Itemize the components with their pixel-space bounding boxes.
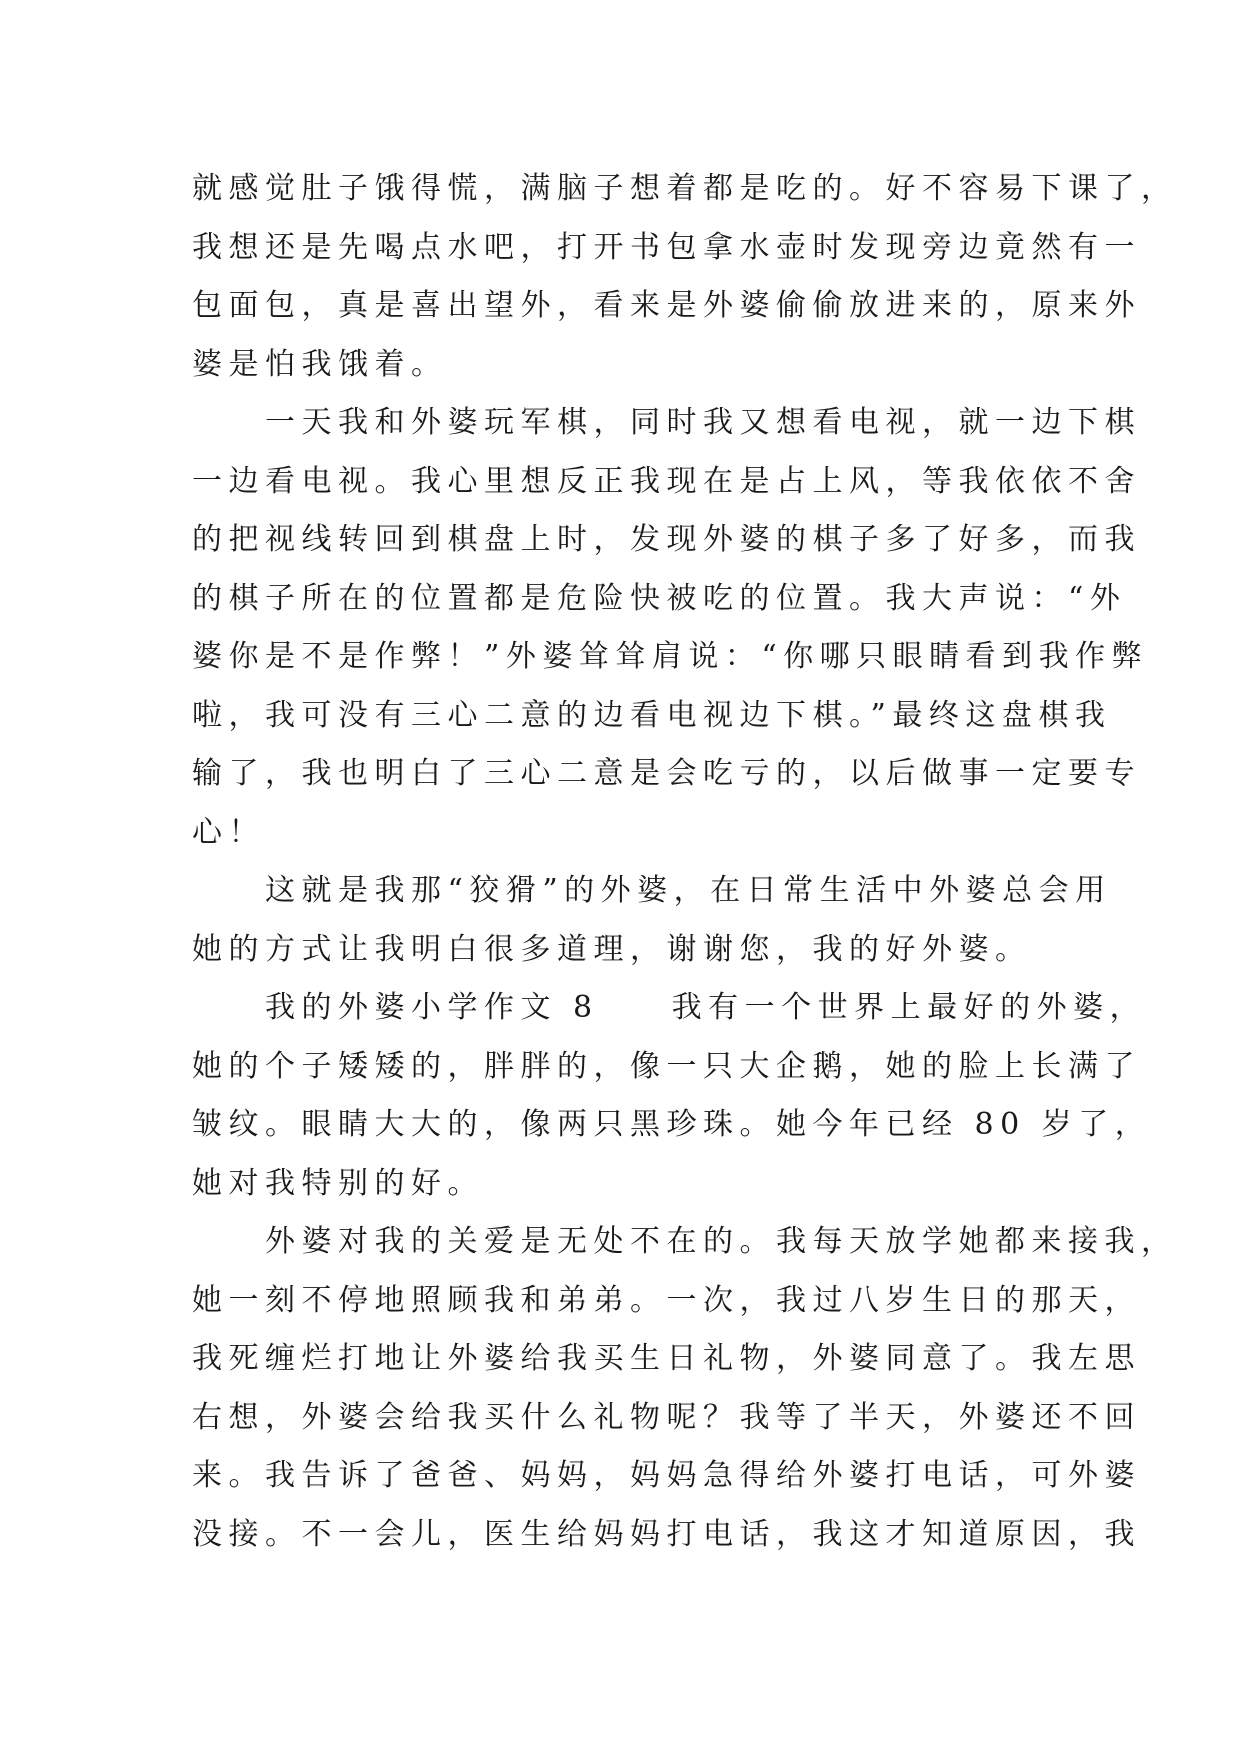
text-line: 我死缠烂打地让外婆给我买生日礼物，外婆同意了。我左思: [192, 1341, 1141, 1376]
text-line: 就感觉肚子饿得慌，满脑子想着都是吃的。好不容易下课了，: [192, 171, 1178, 206]
text-line: 没接。不一会儿，医生给妈妈打电话，我这才知道原因，我: [192, 1516, 1141, 1552]
essay-body: [192, 160, 1178, 1564]
text-line: 她一刻不停地照顾我和弟弟。一次，我过八岁生日的那天，: [192, 1282, 1141, 1318]
text-line: 我的外婆小学作文 8 我有一个世界上最好的外婆，: [192, 990, 1147, 1025]
text-line: 这就是我那“狡猾”的外婆，在日常生活中外婆总会用: [192, 873, 1112, 908]
text-line: 右想，外婆会给我买什么礼物呢？我等了半天，外婆还不回: [192, 1399, 1141, 1435]
text-line: 输了，我也明白了三心二意是会吃亏的，以后做事一定要专: [192, 756, 1141, 791]
text-line: 的把视线转回到棋盘上时，发现外婆的棋子多了好多，而我: [192, 522, 1141, 557]
text-line: 她的个子矮矮的，胖胖的，像一只大企鹅，她的脸上长满了: [192, 1048, 1141, 1084]
text-line: 我想还是先喝点水吧，打开书包拿水壶时发现旁边竟然有一: [192, 229, 1141, 265]
text-line: 一天我和外婆玩军棋，同时我又想看电视，就一边下棋: [192, 405, 1141, 440]
text-line: 来。我告诉了爸爸、妈妈，妈妈急得给外婆打电话，可外婆: [192, 1458, 1141, 1493]
text-line: 包面包，真是喜出望外，看来是外婆偷偷放进来的，原来外: [192, 288, 1141, 323]
text-line: 的棋子所在的位置都是危险快被吃的位置。我大声说：“外: [192, 580, 1127, 616]
text-line: 啦，我可没有三心二意的边看电视边下棋。”最终这盘棋我: [192, 697, 1112, 733]
text-line: 一边看电视。我心里想反正我现在是占上风，等我依依不舍: [192, 463, 1141, 499]
text-line: 她的方式让我明白很多道理，谢谢您，我的好外婆。: [192, 931, 1032, 967]
text-line: 婆是怕我饿着。: [192, 346, 448, 382]
text-line: 她对我特别的好。: [192, 1165, 484, 1201]
text-line: 心！: [192, 814, 265, 850]
text-line: 皱纹。眼睛大大的，像两只黑珍珠。她今年已经 80 岁了，: [192, 1107, 1152, 1142]
text-line: 外婆对我的关爱是无处不在的。我每天放学她都来接我，: [192, 1224, 1178, 1259]
text-line: 婆你是不是作弊！”外婆耸耸肩说：“你哪只眼睛看到我作弊: [192, 639, 1149, 674]
